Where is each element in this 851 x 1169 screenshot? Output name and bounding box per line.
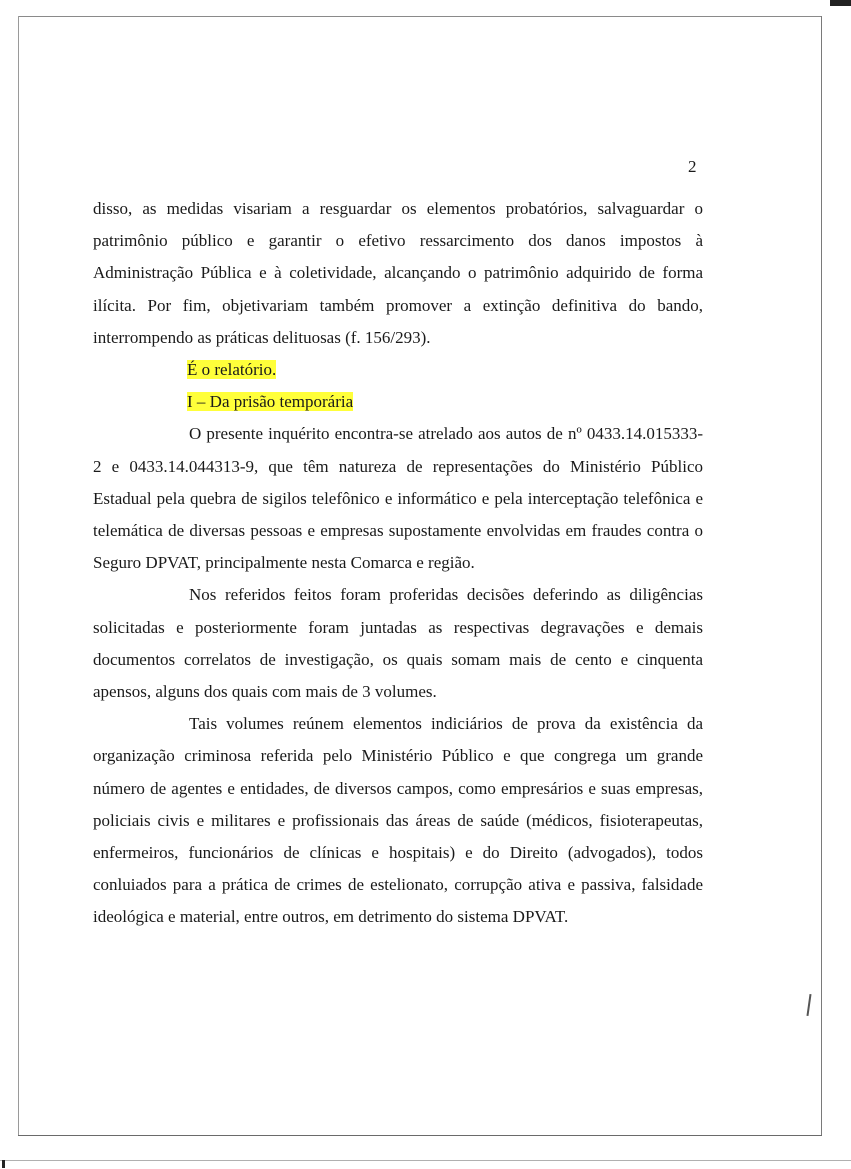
scan-frame-top-line: [18, 16, 822, 17]
section-heading-highlight: I – Da prisão temporária: [187, 392, 354, 412]
paragraph-3: Tais volumes reúnem elementos indiciários de prova da existência da organização criminosa referida pelo Ministério Público e que congrega um grande número de agentes e entidades, de diversos campos, como empresários e suas empresas, policiais civis e militares e profissionais das áreas de saúde (médicos, fisioterapeutas, enfermeiros, funcionários de clínicas e hospitais) e do Direito (advogados), todos conluiados para a prática de crimes de estelionato, corrupção ativa e passiva, falsidade ideológica e material, entre outros, em detrimento do sistema DPVAT.: [93, 714, 703, 927]
paragraph-continuation: disso, as medidas visariam a resguardar os elementos probatórios, salvaguardar o patrimônio público e garantir o efetivo ressarcimento dos danos impostos à Administração Pública e à coletividade, alcançando o patrimônio adquirido de forma ilícita. Por fim, objetivariam também promover a extinção definitiva do bando, interrompendo as práticas delituosas (f. 156/293).: [93, 199, 703, 347]
scan-frame-right-line: [821, 16, 822, 1136]
report-closing-highlight: É o relatório.: [187, 360, 277, 380]
section-heading: [93, 386, 703, 418]
report-closing-line: [93, 354, 703, 386]
scan-frame-bottom-line: [18, 1135, 822, 1136]
scan-corner-mark-bottom: [2, 1160, 5, 1168]
page-number: 2: [688, 157, 697, 176]
scan-corner-mark: [830, 0, 851, 6]
paragraph-1: O presente inquérito encontra-se atrelado aos autos de nº 0433.14.015333-2 e 0433.14.044313-9, que têm natureza de representações do Ministério Público Estadual pela quebra de sigilos telefônico e informático e pela interceptação telefônica e telemática de diversas pessoas e empresas supostamente envolvidas em fraudes contra o Seguro DPVAT, principalmente nesta Comarca e região.: [93, 424, 703, 573]
scan-edge-line: [0, 1160, 851, 1161]
scan-frame-left-line: [18, 16, 19, 1136]
document-body: [93, 193, 703, 934]
paragraph-2: Nos referidos feitos foram proferidas decisões deferindo as diligências solicitadas e posteriormente foram juntadas as respectivas degravações e demais documentos correlatos de investigação, os quais somam mais de cento e cinquenta apensos, alguns dos quais com mais de 3 volumes.: [93, 585, 703, 702]
margin-pen-mark: [806, 994, 811, 1016]
